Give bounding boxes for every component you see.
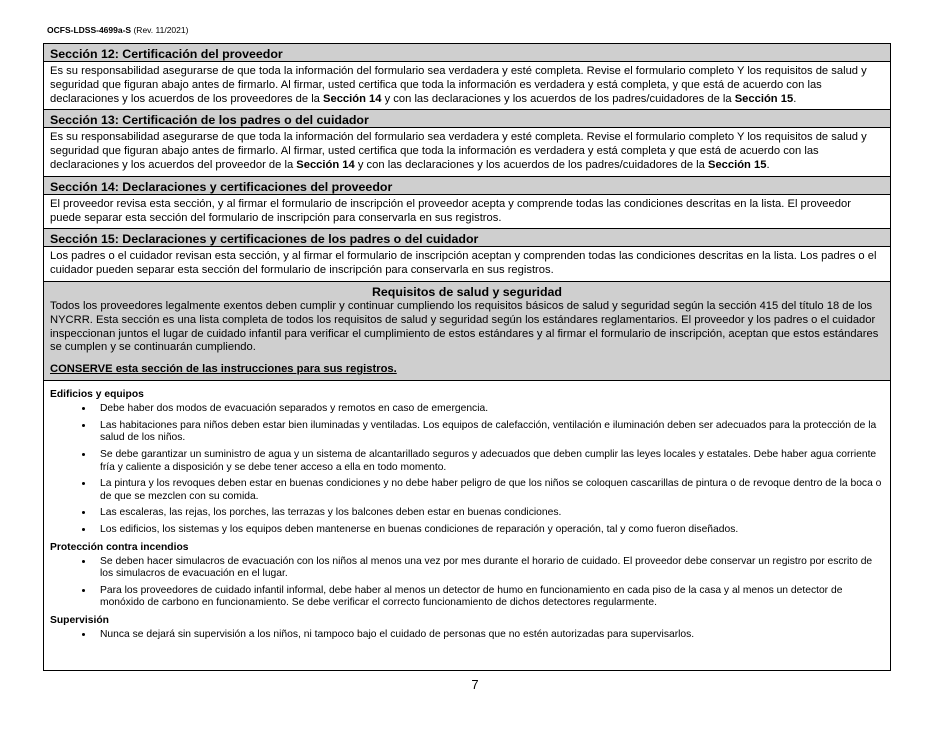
s12-ref-section-14: Sección 14 <box>323 92 382 105</box>
supervision-heading: Supervisión <box>50 614 109 626</box>
section-12-header: Sección 12: Certificación del proveedor <box>44 44 890 62</box>
section-13-header: Sección 13: Certificación de los padres o del cuidador <box>44 110 890 128</box>
s12-text-part3: . <box>793 92 797 105</box>
list-item: • Los edificios, los sistemas y los equipos deben mantenerse en buenas condiciones de reparación y operación, tal y como fueron diseñados. <box>94 524 884 537</box>
fire-list <box>50 556 884 610</box>
list-item: • Nunca se dejará sin supervisión a los niños, ni tampoco bajo el cuidado de personas que no estén autorizadas para supervisarlos. <box>94 629 884 642</box>
form-number: OCFS-LDSS-4699a-S <box>47 25 132 35</box>
list-item: • Las escaleras, las rejas, los porches, las terrazas y los balcones deben estar en buenas condiciones. <box>94 507 884 520</box>
document-frame <box>43 43 891 671</box>
buildings-heading: Edificios y equipos <box>50 389 144 401</box>
requirements-text: Todos los proveedores legalmente exentos deben cumplir y continuar cumpliendo los requisitos básicos de salud y seguridad según la sección 415 del título 18 de los NYCRR. Esta sección es una lista completa de todos los requisitos de salud y seguridad según los estándares reglamentarios. El proveedor y los padres o el cuidador inspeccionan juntos el lugar de cuidado infantil para verificar el cumplimiento de estos estándares y al firmar el formulario de inscripción, aceptan que estos estándares se cumplen y se continuarán cumpliendo. <box>50 299 879 354</box>
requirements-box <box>44 282 890 381</box>
supervision-list <box>50 629 884 642</box>
list-item: • Se debe garantizar un suministro de agua y un sistema de alcantarillado seguros y adecuados que deben cumplir las leyes locales y estatales. Debe haber agua corriente fría y caliente a disposición y se debe tener acceso a ella en todo momento. <box>94 449 884 474</box>
section-13-text <box>44 128 890 176</box>
list-item: • Para los proveedores de cuidado infantil informal, debe haber al menos un detector de humo en funcionamiento en cada piso de la casa y al menos un detector de monóxido de carbono en funcionamiento. Se debe verificar el correcto funcionamiento de dichos detectores regularmente. <box>94 585 884 610</box>
fire-heading: Protección contra incendios <box>50 541 189 553</box>
s12-text-part2: y con las declaraciones y los acuerdos de los padres/cuidadores de la <box>381 92 735 105</box>
section-14-text: El proveedor revisa esta sección, y al firmar el formulario de inscripción el proveedor acepta y comprende todas las condiciones descritas en la lista. El proveedor puede separar esta sección del formulario de inscripción para conservarla en sus registros. <box>44 195 890 230</box>
s13-text-part3: . <box>766 158 770 171</box>
requirements-content <box>44 381 890 641</box>
page-number: 7 <box>471 677 479 692</box>
s12-text-part1: Es su responsabilidad asegurarse de que toda la información del formulario sea verdadera y esté completa. Revise el formulario completo Y los requisitos de salud y seguridad que figuran abajo antes de firmarlo. Al firmar, usted certifica que toda la información es verdadera y está completa, y que está de acuerdo con las declaraciones y los acuerdos de los proveedores de la <box>50 65 867 105</box>
requirements-title: Requisitos de salud y seguridad <box>371 284 563 299</box>
form-revision: (Rev. 11/2021) <box>133 25 189 35</box>
list-item: • La pintura y los revoques deben estar en buenas condiciones y no debe haber peligro de que los niños se coloquen cascarillas de pintura o de revoque dentro de la boca o de que se mezclen con su comida. <box>94 478 884 503</box>
list-item: • Debe haber dos modos de evacuación separados y remotos en caso de emergencia. <box>94 403 884 416</box>
s13-text-part1: Es su responsabilidad asegurarse de que toda la información del formulario sea verdadera y esté completa. Revise el formulario completo Y los requisitos de salud y seguridad que figuran abajo antes de firmarlo. Al firmar, usted certifica que toda la información es verdadera y está completa y que está de acuerdo con las declaraciones y los acuerdos del proveedor de la <box>50 131 867 171</box>
form-identifier <box>47 25 188 35</box>
s13-text-part2: y con las declaraciones y los acuerdos de los padres/cuidadores de la <box>354 158 708 171</box>
section-14-header: Sección 14: Declaraciones y certificaciones del proveedor <box>44 177 890 195</box>
buildings-list <box>50 403 884 536</box>
conserve-note: CONSERVE esta sección de las instrucciones para sus registros. <box>50 363 397 376</box>
s13-ref-section-15: Sección 15 <box>707 158 767 171</box>
list-item: • Las habitaciones para niños deben estar bien iluminadas y ventiladas. Los equipos de calefacción, ventilación e iluminación deben ser adecuados para la protección de la salud de los niños. <box>94 420 884 445</box>
s12-ref-section-15: Sección 15 <box>734 92 794 105</box>
section-15-header: Sección 15: Declaraciones y certificaciones de los padres o del cuidador <box>44 229 890 247</box>
section-15-text: Los padres o el cuidador revisan esta sección, y al firmar el formulario de inscripción aceptan y comprenden todas las condiciones descritas en la lista. Los padres o el cuidador pueden separar esta sección del formulario de inscripción para conservarla en sus registros. <box>44 247 890 282</box>
s13-ref-section-14: Sección 14 <box>296 158 355 171</box>
list-item: • Se deben hacer simulacros de evacuación con los niños al menos una vez por mes durante el horario de cuidado. El proveedor debe conservar un registro por escrito de los simulacros de evacuación en el lugar. <box>94 556 884 581</box>
section-12-text <box>44 62 890 110</box>
